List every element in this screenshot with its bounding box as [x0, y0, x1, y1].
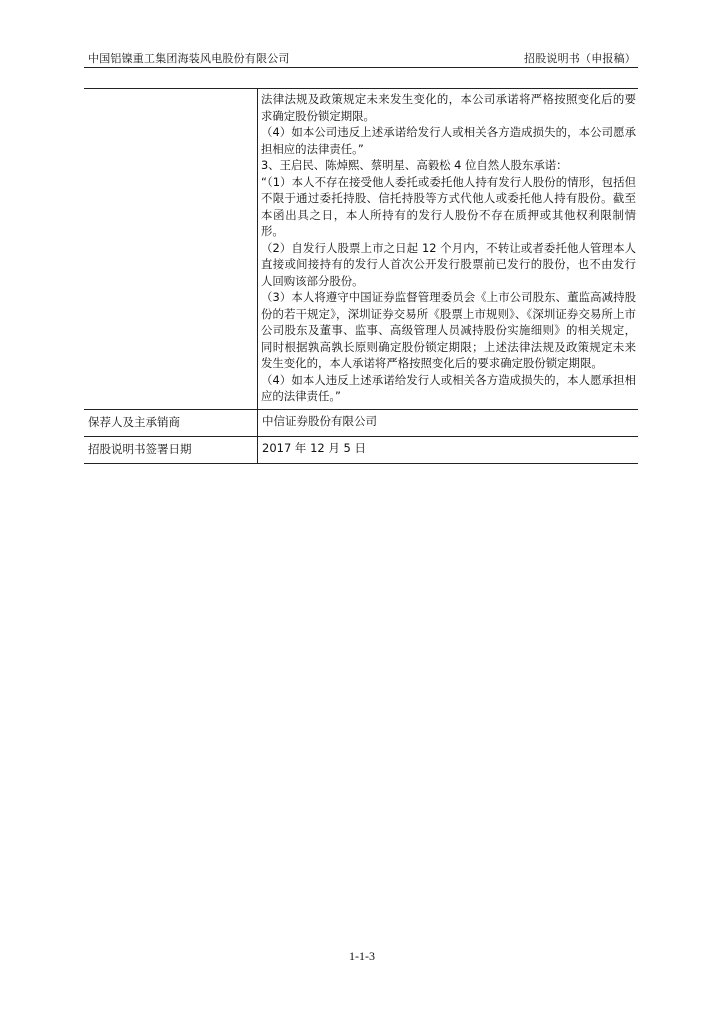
commitments-label-cell	[84, 89, 258, 410]
header-divider	[84, 67, 638, 68]
commitment-paragraph: （2）自发行人股票上市之日起 12 个月内，不转让或者委托他人管理本人直接或间接持有的发行人首次公开发行股票前已发行的股份，也不由发行人回购该部分股份。	[261, 240, 636, 288]
page-number: 1-1-3	[349, 949, 375, 963]
commitments-text-cell	[258, 89, 639, 410]
table-row-sign-date	[84, 436, 638, 463]
sign-date-value: 2017 年 12 月 5 日	[258, 436, 639, 463]
commitment-paragraph: 3、王启民、陈焯熙、蔡明星、高毅松 4 位自然人股东承诺：	[261, 158, 568, 172]
sponsor-value: 中信证券股份有限公司	[258, 409, 639, 436]
commitment-paragraph: “（1）本人不存在接受他人委托或委托他人持有发行人股份的情形，包括但不限于通过委托持股、信托持股等方式代他人或委托他人持有股份。截至本函出具之日，本人所持有的发行人股份不存在质押或其他权利限制情形。	[261, 174, 636, 238]
prospectus-info-table	[84, 88, 638, 464]
header-company-name: 中国铝镍重工集团海装风电股份有限公司	[88, 52, 290, 65]
sponsor-label: 保荐人及主承销商	[84, 409, 258, 436]
commitment-paragraph: 法律法规及政策规定未来发生变化的，本公司承诺将严格按照变化后的要求确定股份锁定期限。	[261, 92, 636, 123]
header-document-title: 招股说明书（申报稿）	[524, 52, 636, 65]
commitment-paragraph: （3）本人将遵守中国证券监督管理委员会《上市公司股东、董监高减持股份的若干规定》，深圳证券交易所《股票上市规则》、《深圳证券交易所上市公司股东及董事、监事、高级管理人员减持股份实施细则》的相关规定，同时根据孰高孰长原则确定股份锁定期限；上述法律法规及政策规定未来发生变化的，本人承诺将严格按照变化后的要求确定股份锁定期限。	[261, 290, 636, 370]
table-row-sponsor	[84, 409, 638, 436]
commitment-paragraph: （4）如本公司违反上述承诺给发行人或相关各方造成损失的，本公司愿承担相应的法律责任。”	[261, 125, 636, 156]
table-row-commitments	[84, 89, 638, 410]
commitment-paragraph: （4）如本人违反上述承诺给发行人或相关各方造成损失的，本人愿承担相应的法律责任。”	[261, 372, 636, 403]
sign-date-label: 招股说明书签署日期	[84, 436, 258, 463]
